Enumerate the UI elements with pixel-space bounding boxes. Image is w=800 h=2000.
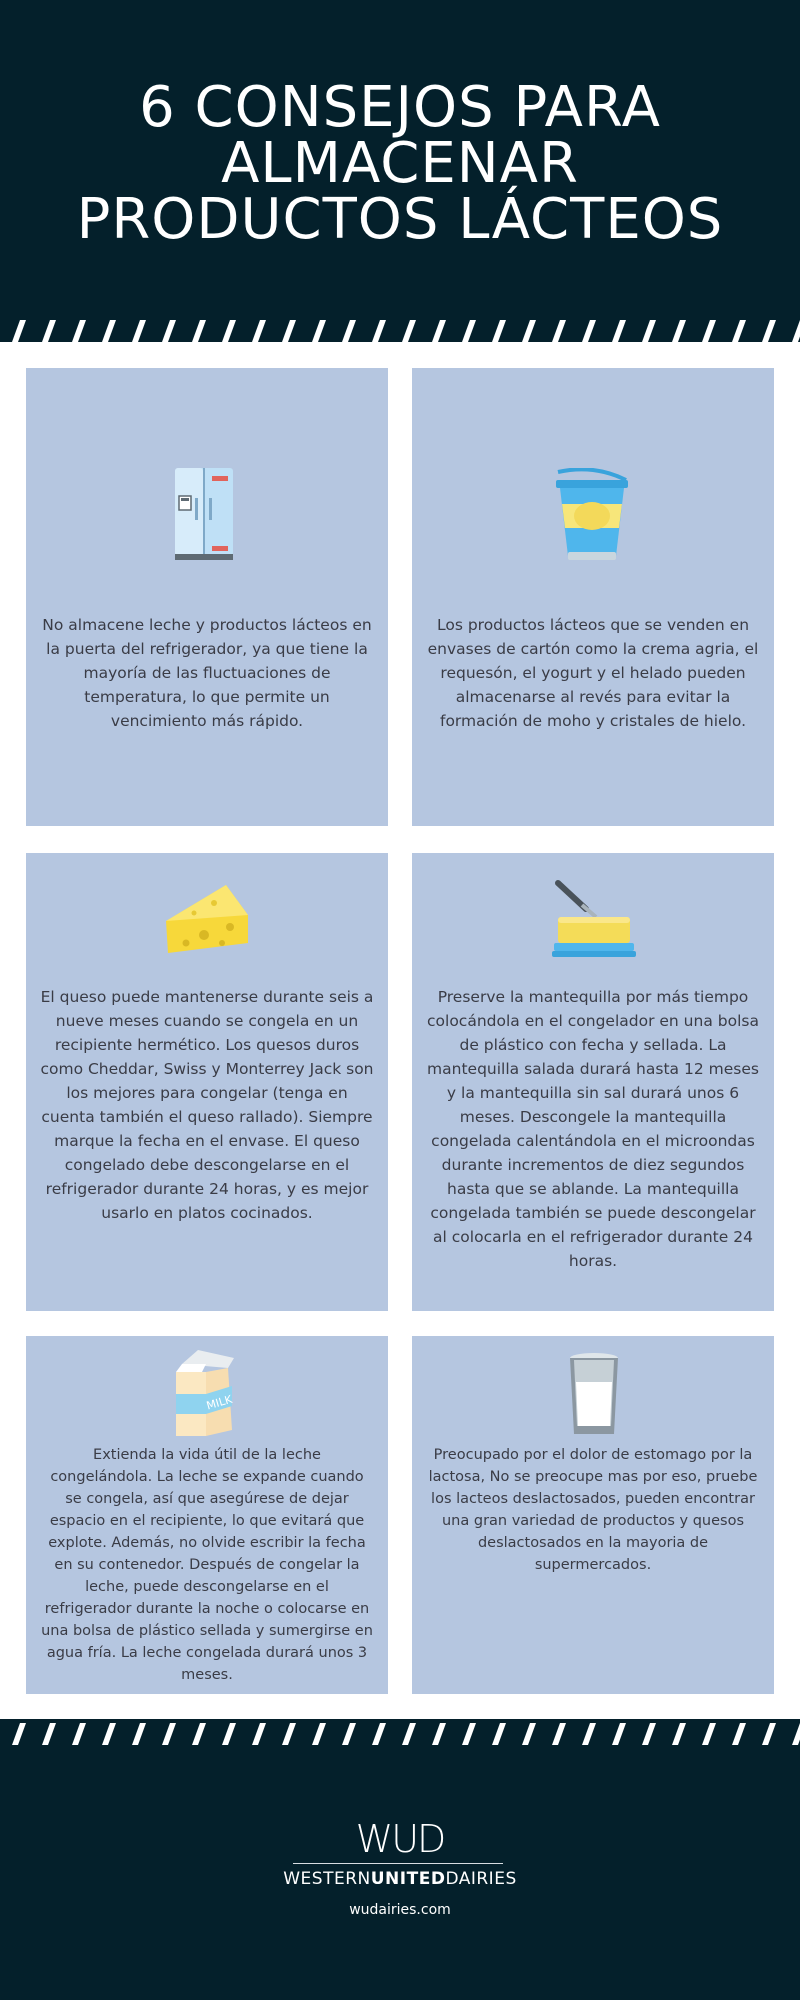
title-line-1: 6 CONSEJOS PARA	[139, 75, 661, 140]
title-line-3: PRODUCTOS LÁCTEOS	[76, 187, 724, 252]
title-line-2: ALMACENAR	[221, 131, 579, 196]
milk-glass-icon	[568, 1352, 620, 1440]
website-link[interactable]: wudairies.com	[349, 1902, 451, 1918]
tip-card-5	[26, 1336, 388, 1694]
company-logo-icon	[345, 1818, 455, 1858]
tip-text-5: Extienda la vida útil de la leche congelándola. La leche se expande cuando se congela, así que asegúrese de dejar espacio en el recipiente, lo que evitará que explote. Además, no olvide escribir la fecha en su contenedor. Después de congelar la leche, puede descongelarse en el refrigerador durante la noche o colocarse en una bolsa de plástico sellada y sumergirse en agua fría. La leche congelada durará unos 3 meses.	[41, 1447, 373, 1683]
tip-card-6	[412, 1336, 774, 1694]
tip-card-3	[26, 853, 388, 1311]
tip-card-2	[412, 368, 774, 826]
milk-carton-icon	[172, 1350, 238, 1442]
page-title	[0, 75, 800, 252]
header-banner	[0, 0, 800, 320]
logo-divider	[293, 1863, 503, 1864]
tip-text-4: Preserve la mantequilla por más tiempo colocándola en el congelador en una bolsa de plástico con fecha y sellada. La mantequilla salada durará hasta 12 meses y la mantequilla sin sal durará unos 6 meses. Descongele la mantequilla congelada calentándola en el microondas durante incrementos de diez segundos hasta que se ablande. La mantequilla congelada también se puede descongelar al colocarla en el refrigerador durante 24 horas.	[427, 988, 759, 1270]
butter-icon	[552, 879, 636, 965]
brand-name: WESTERNUNITEDDAIRIES	[283, 1869, 517, 1889]
tip-card-1	[26, 368, 388, 826]
stripe-divider-bottom	[0, 1719, 800, 1747]
svg-text:MILK: MILK	[205, 1392, 234, 1413]
svg-text:WUD: WUD	[355, 1818, 445, 1858]
refrigerator-icon	[171, 468, 237, 568]
stripe-divider-top	[0, 316, 800, 344]
tip-text-6: Preocupado por el dolor de estomago por la lactosa, No se preocupe mas por eso, pruebe los lacteos deslactosados, pueden encontrar una gran variedad de productos y quesos deslactosados en la mayoria de supermercados.	[428, 1447, 758, 1573]
tip-card-4	[412, 853, 774, 1311]
tip-text-3: El queso puede mantenerse durante seis a nueve meses cuando se congela en un recipiente hermético. Los quesos duros como Cheddar, Swiss y Monterrey Jack son los mejores para congelar (tenga en cuenta también el queso rallado). Siempre marque la fecha en el envase. El queso congelado debe descongelarse en el refrigerador durante 24 horas, y es mejor usarlo en platos cocinados.	[40, 988, 374, 1222]
tip-text-1: No almacene leche y productos lácteos en la puerta del refrigerador, ya que tiene la mayoría de las fluctuaciones de temperatura, lo que permite un vencimiento más rápido.	[42, 616, 372, 730]
cheese-icon	[164, 881, 250, 963]
tip-text-2: Los productos lácteos que se venden en envases de cartón como la crema agria, el requesón, el yogurt y el helado pueden almacenarse al revés para evitar la formación de moho y cristales de hielo.	[427, 616, 759, 730]
yogurt-cup-icon	[554, 468, 630, 568]
